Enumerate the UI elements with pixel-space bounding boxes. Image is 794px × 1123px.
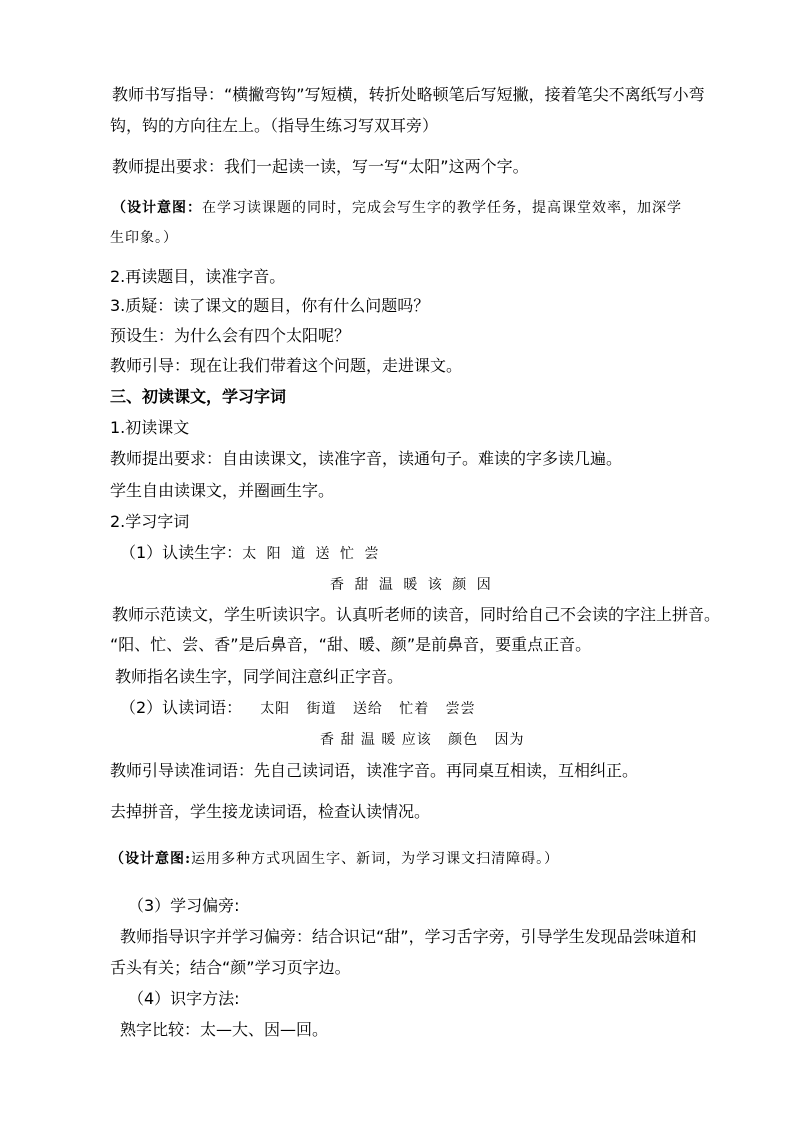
read-words-label: （2）认读词语： xyxy=(120,698,243,717)
read-characters-row1 xyxy=(120,542,381,565)
step-3: 3.质疑：读了课文的题目，你有什么问题吗？ xyxy=(110,296,430,315)
paragraph-radicals: 教师指导识字并学习偏旁：结合识记“甜”，学习舌字旁，引导学生发现品尝味道和 xyxy=(120,927,697,946)
design-intent-label: （设计意图： xyxy=(112,200,202,216)
preset-student: 预设生：为什么会有四个太阳呢？ xyxy=(110,326,351,345)
paragraph-radicals-cont: 舌头有关；结合“颜”学习页字边。 xyxy=(110,958,351,977)
design-intent-2 xyxy=(110,848,559,870)
subheading-radicals: （3）学习偏旁: xyxy=(128,896,240,915)
design-intent-2-text: 运用多种方式巩固生字、新词，为学习课文扫清障碍。） xyxy=(191,851,560,867)
step-2: 2.再读题目，读准字音。 xyxy=(110,267,286,286)
read-words-row1 xyxy=(120,697,476,720)
paragraph-circle-chars: 学生自由读课文，并圈画生字。 xyxy=(110,481,335,500)
design-intent-1-cont: 生印象。） xyxy=(110,230,178,246)
design-intent-1 xyxy=(112,197,682,219)
design-intent-2-label: （设计意图: xyxy=(110,851,192,867)
subheading-methods: （4）识字方法: xyxy=(128,989,240,1008)
paragraph-compare-chars: 熟字比较：太—大、因—回。 xyxy=(120,1020,329,1039)
paragraph-free-read: 教师提出要求：自由读课文，读准字音，读通句子。难读的字多读几遍。 xyxy=(110,449,623,468)
subheading-learn-words: 2.学习字词 xyxy=(110,512,190,531)
word-list-2: 香 甜 温 暖 应该 颜色 因为 xyxy=(320,732,525,748)
paragraph-remove-pinyin: 去掉拼音，学生接龙读词语，检查认读情况。 xyxy=(110,802,431,821)
paragraph-teacher-request: 教师提出要求：我们一起读一读，写一写“太阳”这两个字。 xyxy=(112,157,529,176)
paragraph-writing-guide-cont: 钩，钩的方向往左上。（指导生练习写双耳旁） xyxy=(110,116,439,135)
paragraph-writing-guide: 教师书写指导：“横撇弯钩”写短横，转折处略顿笔后写短撇，接着笔尖不离纸写小弯 xyxy=(112,85,705,104)
paragraph-read-words: 教师引导读准词语：先自己读词语，读准字音。再同桌互相读，互相纠正。 xyxy=(110,761,639,780)
character-list-2: 香 甜 温 暖 该 颜 因 xyxy=(330,577,494,593)
paragraph-nasal-sounds: “阳、忙、尝、香”是后鼻音，“甜、暖、颜”是前鼻音，要重点正音。 xyxy=(110,635,592,654)
character-list-1: 太 阳 道 送 忙 尝 xyxy=(242,546,382,562)
design-intent-text: 在学习读课题的同时，完成会写生字的教学任务，提高课堂效率，加深学 xyxy=(202,200,682,216)
subheading-first-read: 1.初读课文 xyxy=(110,418,190,437)
word-list-1: 太阳 街道 送给 忙着 尝尝 xyxy=(260,701,476,717)
teacher-guide: 教师引导：现在让我们带着这个问题，走进课文。 xyxy=(110,356,463,375)
section-heading-3: 三、初读课文，学习字词 xyxy=(110,387,287,406)
read-characters-label: （1）认读生字： xyxy=(120,543,243,562)
paragraph-teacher-demo: 教师示范读文，学生听读识字。认真听老师的读音，同时给自己不会读的字注上拼音。 xyxy=(112,605,721,624)
paragraph-name-reading: 教师指名读生字，同学间注意纠正字音。 xyxy=(115,667,404,686)
